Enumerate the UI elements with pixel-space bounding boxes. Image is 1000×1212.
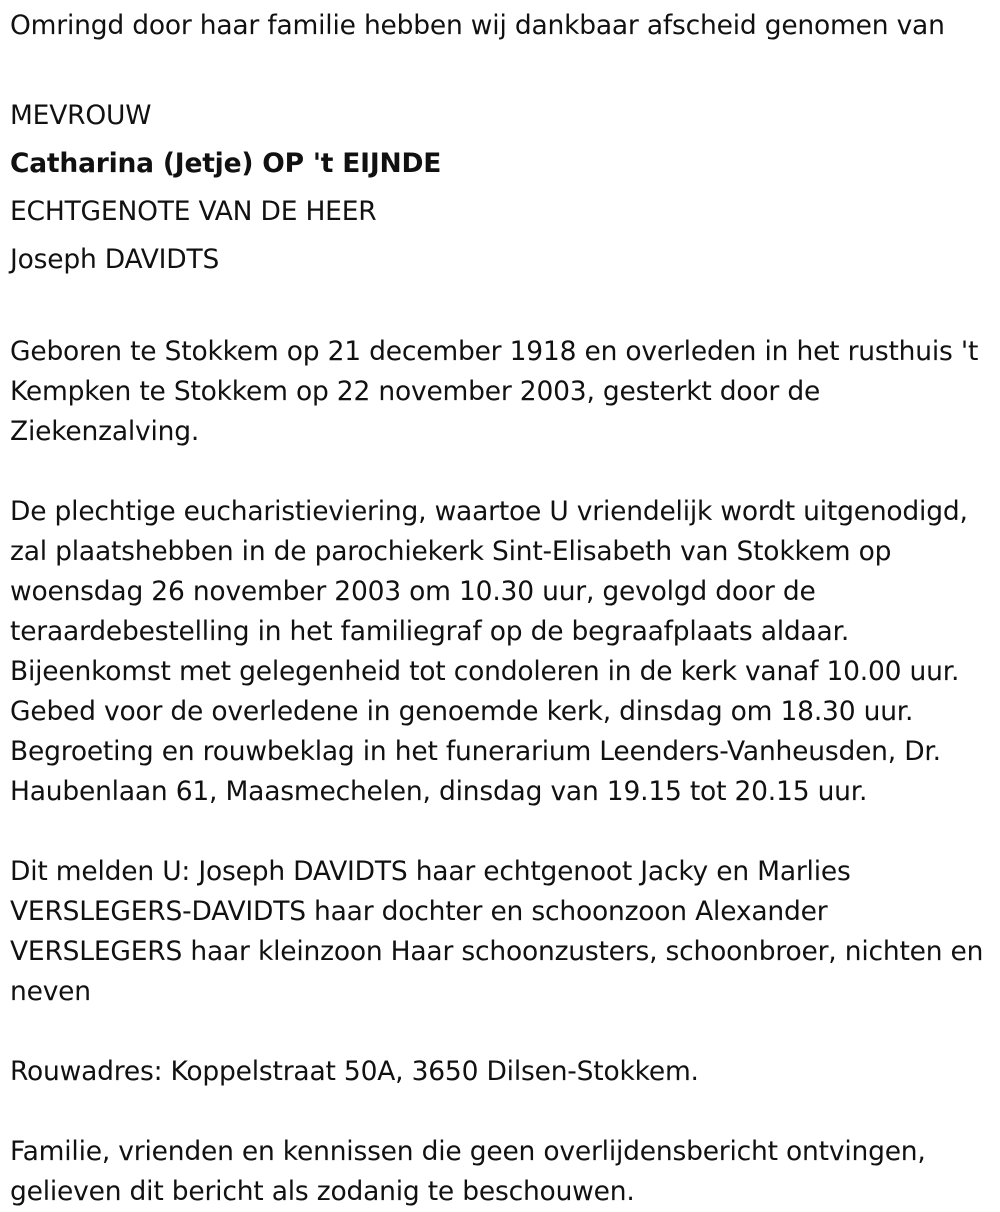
intro-line: Omringd door haar familie hebben wij dankbaar afscheid genomen van (10, 10, 945, 41)
birth-death-paragraph: Geboren te Stokkem op 21 december 1918 en overleden in het rusthuis 't Kempken te Stokkem op 22 november 2003, gesterkt door de Ziekenzalving. (10, 336, 979, 447)
closing-notice: Familie, vrienden en kennissen die geen overlijdensbericht ontvingen, gelieven dit bericht als zodanig te beschouwen. (10, 1136, 926, 1207)
ceremony-paragraph: De plechtige eucharistieviering, waartoe U vriendelijk wordt uitgenodigd, zal plaatshebben in de parochiekerk Sint-Elisabeth van Stokkem op woensdag 26 november 2003 om 10.30 uur, gevolgd door de teraardebestelling in het familiegraf op de begraafplaats aldaar. Bijeenkomst met gelegenheid tot condoleren in de kerk vanaf 10.00 uur. Gebed voor de overledene in genoemde kerk, dinsdag om 18.30 uur. Begroeting en rouwbeklag in het funerarium Leenders-Vanheusden, Dr. Haubenlaan 61, Maasmechelen, dinsdag van 19.15 tot 20.15 uur. (10, 496, 968, 807)
mourning-address: Rouwadres: Koppelstraat 50A, 3650 Dilsen-Stokkem. (10, 1056, 699, 1087)
deceased-name: Catharina (Jetje) OP 't EIJNDE (10, 148, 442, 179)
honorific: MEVROUW (10, 100, 152, 131)
obituary-notice (10, 0, 995, 1212)
announcers-paragraph: Dit melden U: Joseph DAVIDTS haar echtgenoot Jacky en Marlies VERSLEGERS-DAVIDTS haar dochter en schoonzoon Alexander VERSLEGERS haar kleinzoon Haar schoonzusters, schoonbroer, nichten en neven (10, 856, 984, 1007)
relation-line: ECHTGENOTE VAN DE HEER (10, 196, 377, 227)
deceased-title-block (10, 92, 995, 284)
spouse-name: Joseph DAVIDTS (10, 244, 220, 275)
